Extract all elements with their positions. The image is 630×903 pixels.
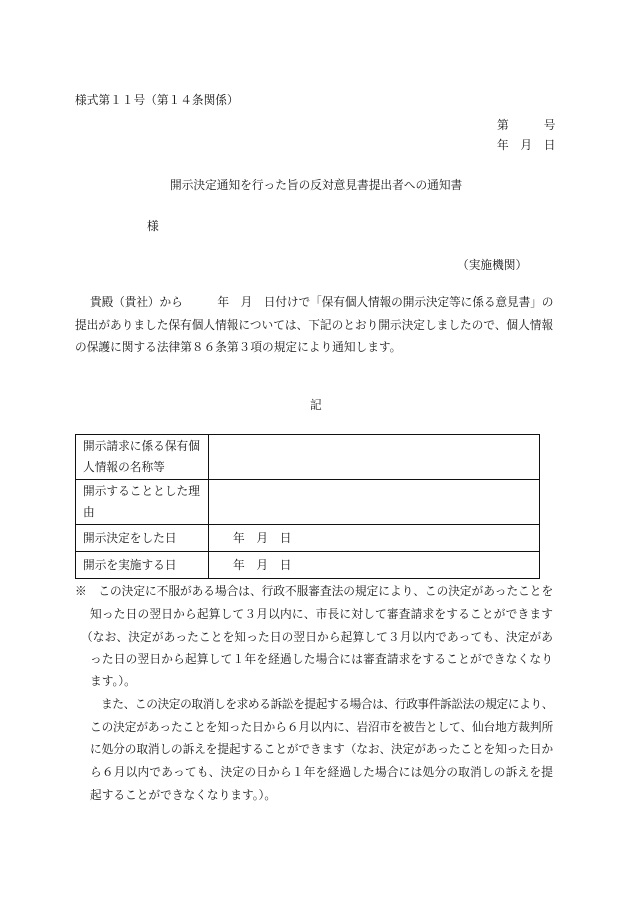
table-row <box>76 525 540 552</box>
document-number: 第 号 <box>497 118 556 132</box>
row-label-line: 由 <box>83 505 95 519</box>
row-label <box>76 525 209 552</box>
note-line: この決定があったことを知った日から６月以内に、岩沼市を被告として、仙台地方裁判所 <box>90 720 553 734</box>
row-label <box>76 435 209 480</box>
issuer: （実施機関） <box>457 258 528 272</box>
row-value-cell <box>209 480 540 525</box>
row-label <box>76 480 209 525</box>
note-line: ※ この決定に不服がある場合は、行政不服審査法の規定により、この決定があったことを <box>75 584 553 598</box>
row-label-line: 開示することとした理 <box>83 484 200 498</box>
row-label-line: 開示を実施する日 <box>83 557 177 572</box>
row-label-line: 開示請求に係る保有個 <box>83 439 200 453</box>
note-line: ます。）。 <box>90 674 136 688</box>
document-date: 年 月 日 <box>497 138 556 152</box>
document-title: 開示決定通知を行った旨の反対意見書提出者への通知書 <box>170 178 463 192</box>
row-value-cell: 年 月 日 <box>209 552 540 579</box>
body-line: 貴殿（貴社）から 年 月 日付けで「保有個人情報の開示決定等に係る意見書」の <box>90 295 553 309</box>
note-line: に処分の取消しの訴えを提起することができます（なお、決定があったことを知った日か <box>90 742 553 756</box>
note-line: 知った日の翌日から起算して３月以内に、市長に対して審査請求をすることができます <box>90 607 553 621</box>
table-row <box>76 552 540 579</box>
row-label <box>76 552 209 579</box>
body-line: 提出がありました保有個人情報については、下記のとおり開示決定しましたので、個人情報 <box>75 318 553 332</box>
note-line: ら６月以内であっても、決定の日から１年を経過した場合には処分の取消しの訴えを提 <box>90 765 553 779</box>
record-mark: 記 <box>310 398 322 412</box>
table-row <box>76 480 540 525</box>
note-line: 起することができなくなります。）。 <box>90 788 277 802</box>
note-line: （なお、決定があったことを知った日の翌日から起算して３月以内であっても、決定があ <box>81 630 553 644</box>
info-table <box>75 434 540 579</box>
note-line: また、この決定の取消しを求める訴訟を提起する場合は、行政事件訴訟法の規定により、 <box>101 697 553 711</box>
addressee-suffix: 様 <box>147 219 159 233</box>
body-line: の保護に関する法律第８６条第３項の規定により通知します。 <box>75 340 402 354</box>
form-number: 様式第１１号（第１４条関係） <box>75 93 239 107</box>
note-line: った日の翌日から起算して１年を経過した場合には審査請求をすることができなくなり <box>90 652 553 666</box>
row-label-line: 開示決定をした日 <box>83 530 177 545</box>
table-row <box>76 435 540 480</box>
row-value-cell: 年 月 日 <box>209 525 540 552</box>
row-value-cell <box>209 435 540 480</box>
row-label-line: 人情報の名称等 <box>83 460 165 474</box>
